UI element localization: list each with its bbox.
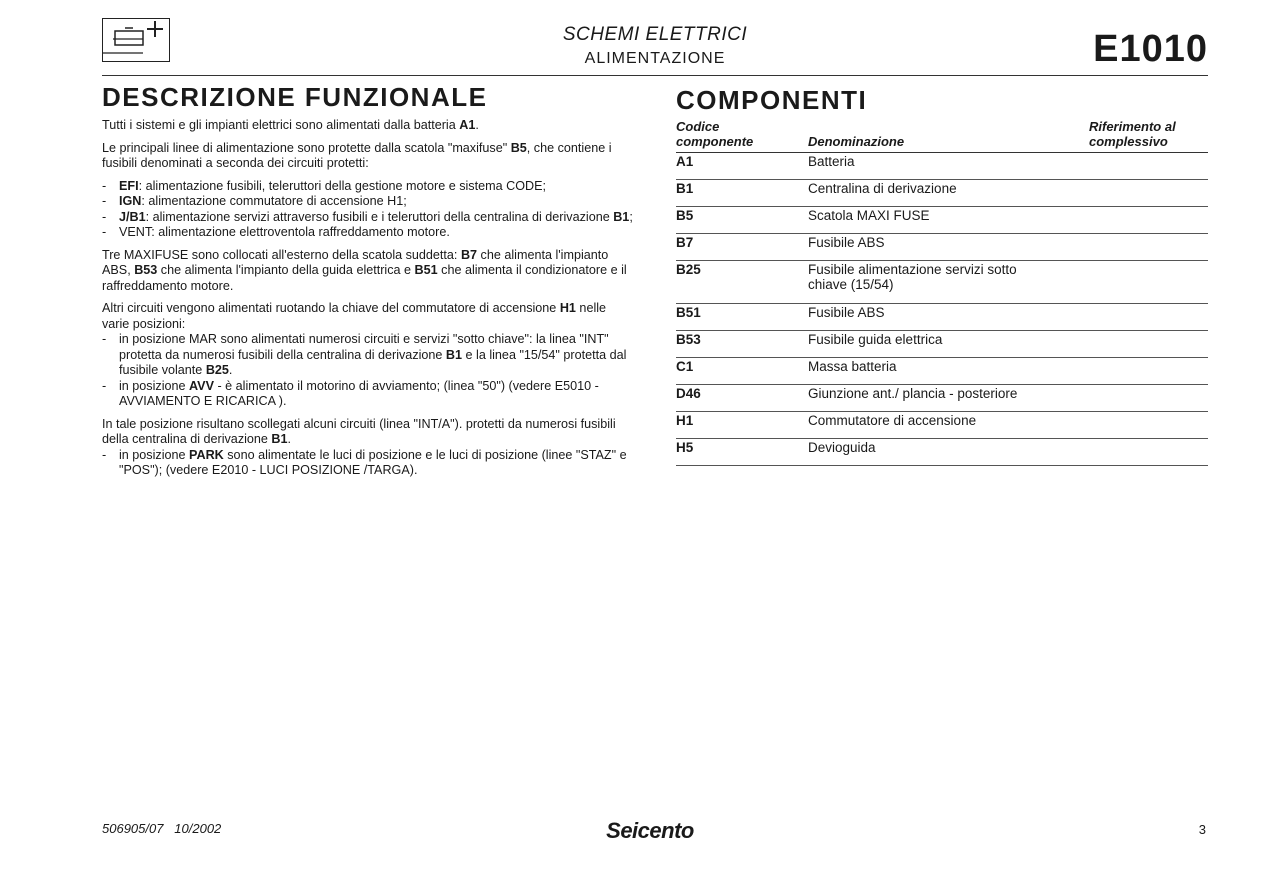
list-item: - IGN: alimentazione commutatore di accensione H1; <box>102 194 634 210</box>
component-code: B53 <box>676 332 701 347</box>
page-number: 3 <box>1198 822 1206 837</box>
battery-plus-icon <box>102 18 170 62</box>
description-paragraph: Tre MAXIFUSE sono collocati all'esterno della scatola suddetta: B7 che alimenta l'impianto ABS, B53 che alimenta l'impianto della guida elettrica e B51 che alimenta il condizionatore e il raffreddamento motore. <box>102 247 627 293</box>
table-row <box>676 385 1208 412</box>
component-name: Massa batteria <box>808 359 897 374</box>
list-item: - in posizione PARK sono alimentate le luci di posizione e le luci di posizione (linee "STAZ" e "POS"); (vedere E2010 - LUCI POSIZIONE /TARGA). <box>102 448 634 479</box>
page-code: E1010 <box>1093 28 1208 70</box>
component-name: Scatola MAXI FUSE <box>808 208 930 223</box>
column-header-reference: Riferimento al complessivo <box>1089 119 1176 149</box>
table-row <box>676 153 1208 180</box>
park-position-list <box>102 448 634 479</box>
component-name: Batteria <box>808 154 855 169</box>
component-code: H1 <box>676 413 694 428</box>
header-subtitle: ALIMENTAZIONE <box>584 50 726 67</box>
table-row <box>676 180 1208 207</box>
list-item: - EFI: alimentazione fusibili, teleruttori della gestione motore e sistema CODE; <box>102 179 634 195</box>
component-name: Commutatore di accensione <box>808 413 977 428</box>
header-divider <box>102 75 1208 76</box>
component-code: B25 <box>676 262 701 277</box>
component-code: D46 <box>676 386 701 401</box>
component-code: B1 <box>676 181 694 196</box>
list-item: - in posizione AVV - è alimentato il motorino di avviamento; (linea "50") (vedere E5010 -AVVIAMENTO E RICARICA ). <box>102 379 634 410</box>
key-position-list <box>102 332 634 410</box>
component-code: B51 <box>676 305 701 320</box>
component-code: A1 <box>676 154 694 169</box>
brand-logo: Seicento <box>606 818 694 843</box>
components-table <box>676 152 1208 466</box>
component-name: Fusibile ABS <box>808 305 885 320</box>
description-heading: DESCRIZIONE FUNZIONALE <box>102 82 488 112</box>
table-row <box>676 439 1208 466</box>
description-paragraph: Le principali linee di alimentazione sono protette dalla scatola "maxifuse" B5, che contiene i fusibili denominati a seconda dei circuiti protetti: <box>102 140 612 170</box>
table-row <box>676 358 1208 385</box>
table-row <box>676 412 1208 439</box>
description-paragraph: Altri circuiti vengono alimentati ruotando la chiave del commutatore di accensione H1 nelle varie posizioni: <box>102 301 607 331</box>
table-row <box>676 304 1208 331</box>
component-name: Devioguida <box>808 440 876 455</box>
table-row <box>676 207 1208 234</box>
document-reference: 506905/07 10/2002 <box>102 821 222 836</box>
header-title: SCHEMI ELETTRICI <box>562 24 748 45</box>
components-heading: COMPONENTI <box>676 85 868 115</box>
component-name: Fusibile ABS <box>808 235 885 250</box>
component-code: B5 <box>676 208 694 223</box>
description-paragraph: Tutti i sistemi e gli impianti elettrici sono alimentati dalla batteria A1. <box>102 118 479 132</box>
list-item: - in posizione MAR sono alimentati numerosi circuiti e servizi "sotto chiave": la linea "INT" protetta da numerosi fusibili della centralina di derivazione B1 e la linea "15/54" protetta dal fusibile volante B25. <box>102 332 634 379</box>
component-code: B7 <box>676 235 694 250</box>
component-code: H5 <box>676 440 694 455</box>
table-row <box>676 261 1208 304</box>
table-row <box>676 331 1208 358</box>
component-code: C1 <box>676 359 694 374</box>
description-paragraph: In tale posizione risultano scollegati alcuni circuiti (linea "INT/A"). protetti da numerosi fusibili della centralina di derivazione B1. <box>102 416 616 446</box>
list-item: - VENT: alimentazione elettroventola raffreddamento motore. <box>102 225 634 241</box>
description-body <box>102 118 634 486</box>
component-name: Fusibile alimentazione servizi sotto chiave (15/54) <box>808 262 1017 292</box>
column-header-name: Denominazione <box>808 134 905 149</box>
maxifuse-list <box>102 179 634 241</box>
column-header-code: Codice componente <box>676 119 754 149</box>
list-item: - J/B1: alimentazione servizi attraverso fusibili e i teleruttori della centralina di derivazione B1; <box>102 210 634 226</box>
table-row <box>676 234 1208 261</box>
component-name: Fusibile guida elettrica <box>808 332 943 347</box>
component-name: Centralina di derivazione <box>808 181 957 196</box>
component-name: Giunzione ant./ plancia - posteriore <box>808 386 1018 401</box>
